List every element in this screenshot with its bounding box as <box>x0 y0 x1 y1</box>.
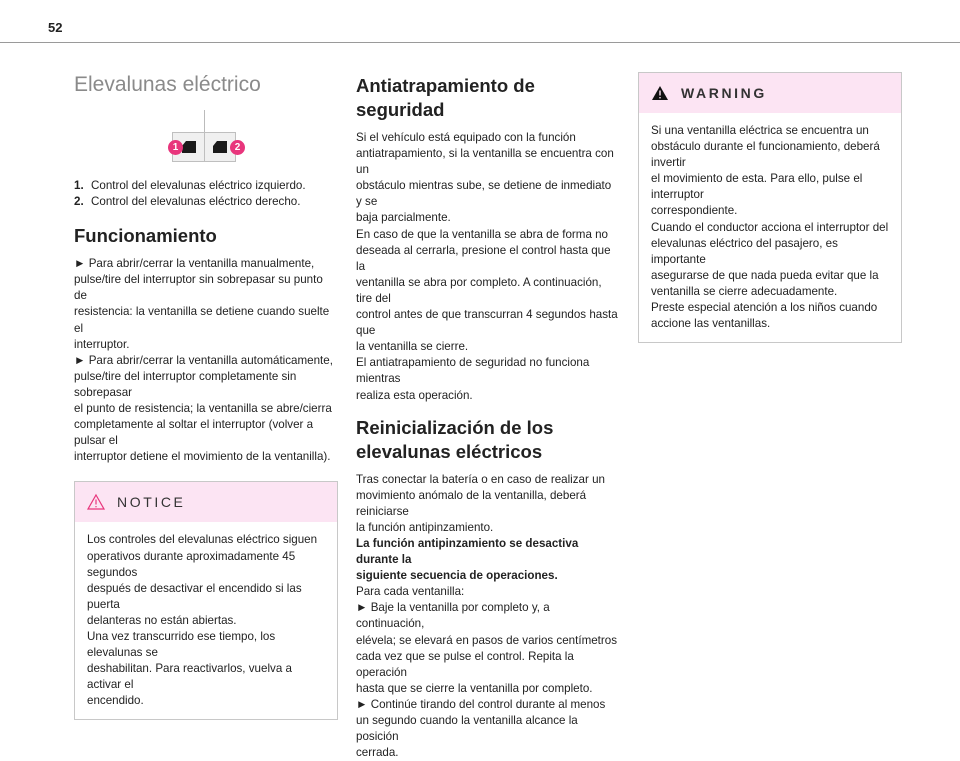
text-line: ► Baje la ventanilla por completo y, a continuación, <box>356 600 620 632</box>
warning-header <box>639 73 901 113</box>
top-rule <box>0 42 960 43</box>
warning-triangle-icon <box>651 85 669 101</box>
text-line: movimiento anómalo de la ventanilla, deberá reiniciarse <box>356 488 587 518</box>
notice-header <box>75 482 337 522</box>
text-line: obstáculo durante el funcionamiento, deberá invertir <box>651 140 880 170</box>
reinicializacion-paragraph <box>356 472 620 761</box>
text-line: Cuando el conductor acciona el interruptor del <box>651 220 889 234</box>
text-line: encendido. <box>87 694 144 708</box>
column-3 <box>638 72 902 343</box>
text-line: Preste especial atención a los niños cuando <box>651 301 878 315</box>
text-line: pulse/tire del interruptor completamente sin sobrepasar <box>74 369 297 399</box>
window-switch-figure <box>74 108 338 168</box>
warning-body <box>639 113 901 342</box>
text-line: realiza esta operación. <box>356 388 473 402</box>
heading-line: elevalunas eléctricos <box>356 440 543 462</box>
window-switch-icon <box>181 140 197 154</box>
text-line: el punto de resistencia; la ventanilla se abre/cierra <box>74 402 332 416</box>
list-text: Control del elevalunas eléctrico derecho. <box>91 195 301 209</box>
list-number: 2. <box>74 195 84 209</box>
text-line: La función antipinzamiento se desactiva durante la <box>356 536 579 567</box>
heading-reinicializacion <box>356 416 620 464</box>
text-line: ventanilla se abra por completo. A continuación, tire del <box>356 275 602 305</box>
page-number: 52 <box>48 20 63 35</box>
text-line: Una vez transcurrido ese tiempo, los elevalunas se <box>87 629 276 660</box>
warning-label: WARNING <box>681 84 767 101</box>
notice-box <box>74 481 338 720</box>
text-line: Si una ventanilla eléctrica se encuentra un <box>651 124 869 137</box>
text-line: siguiente secuencia de operaciones. <box>356 569 558 583</box>
text-line: cerrada. <box>356 746 399 760</box>
text-line: hasta que se cierre la ventanilla por completo. <box>356 681 593 695</box>
text-line: ► Para abrir/cerrar la ventanilla automáticamente, <box>74 353 338 369</box>
text-line: Los controles del elevalunas eléctrico siguen <box>87 533 318 547</box>
text-line: la función antipinzamiento. <box>356 520 494 534</box>
section-title: Elevalunas eléctrico <box>74 73 261 96</box>
legend-list <box>74 178 338 210</box>
list-number: 1. <box>74 179 84 192</box>
text-line: ventanilla se cierre adecuadamente. <box>651 284 838 298</box>
text-line: ► Para abrir/cerrar la ventanilla manualmente, <box>74 256 338 272</box>
text-line: después de desactivar el encendido si las puerta <box>87 581 302 611</box>
notice-body <box>75 522 337 719</box>
text-line: antiatrapamiento, si la ventanilla se encuentra con un <box>356 147 614 177</box>
func-paragraph-manual <box>74 256 338 353</box>
warning-box <box>638 72 902 343</box>
text-line: elévela; se elevará en pasos de varios centímetros <box>356 633 618 647</box>
text-line: El antiatrapamiento de seguridad no funciona mientras <box>356 356 590 386</box>
text-line: Si el vehículo está equipado con la función <box>356 131 576 144</box>
column-2 <box>356 72 620 761</box>
switch-divider <box>204 133 205 161</box>
text-line: resistencia: la ventanilla se detiene cuando suelte el <box>74 305 330 335</box>
text-line: completamente al soltar el interruptor (volver a pulsar el <box>74 418 314 448</box>
func-paragraph-auto <box>74 353 338 466</box>
heading-funcionamiento: Funcionamiento <box>74 225 217 247</box>
text-line: ► Continúe tirando del control durante al menos <box>356 697 620 713</box>
text-line: baja parcialmente. <box>356 211 451 225</box>
text-line: control antes de que transcurran 4 segundos hasta que <box>356 308 618 338</box>
list-item <box>74 178 338 194</box>
text-line: elevalunas eléctrico del pasajero, es importante <box>651 236 838 266</box>
text-line: interruptor. <box>74 337 130 351</box>
text-line: asegurarse de que nada pueda evitar que la <box>651 268 879 282</box>
list-text: Control del elevalunas eléctrico izquierdo. <box>91 179 306 192</box>
heading-line: Reinicialización de los <box>356 416 554 438</box>
list-item <box>74 194 338 210</box>
text-line: delanteras no están abiertas. <box>87 613 237 627</box>
text-line: un segundo cuando la ventanilla alcance la posición <box>356 714 578 744</box>
callout-badge-1: 1 <box>168 140 183 155</box>
heading-antiatrapamiento: Antiatrapamiento de seguridad <box>356 75 535 120</box>
text-line: pulse/tire del interruptor sin sobrepasar su punto de <box>74 273 323 303</box>
text-line: deseada al cerrarla, presione el control hasta que la <box>356 243 611 273</box>
text-line: Tras conectar la batería o en caso de realizar un <box>356 472 605 486</box>
notice-label: NOTICE <box>117 494 186 511</box>
column-1 <box>74 72 338 720</box>
text-line: En caso de que la ventanilla se abra de forma no <box>356 227 609 241</box>
text-line: cada vez que se pulse el control. Repita la operación <box>356 649 574 679</box>
text-line: Para cada ventanilla: <box>356 585 465 599</box>
text-line: interruptor detiene el movimiento de la ventanilla). <box>74 450 331 464</box>
text-line: correspondiente. <box>651 204 738 218</box>
antiatrapamiento-paragraph <box>356 130 620 404</box>
text-line: accione las ventanillas. <box>651 317 771 331</box>
figure-leader-line <box>204 110 205 132</box>
window-switch-icon <box>212 140 228 154</box>
text-line: el movimiento de esta. Para ello, pulse el interruptor <box>651 172 863 202</box>
notice-triangle-icon <box>87 494 105 510</box>
text-line: obstáculo mientras sube, se detiene de inmediato y se <box>356 179 612 209</box>
text-line: deshabilitan. Para reactivarlos, vuelva a activar el <box>87 662 292 692</box>
callout-badge-2: 2 <box>230 140 245 155</box>
text-line: la ventanilla se cierre. <box>356 340 469 354</box>
text-line: operativos durante aproximadamente 45 segundos <box>87 549 296 579</box>
